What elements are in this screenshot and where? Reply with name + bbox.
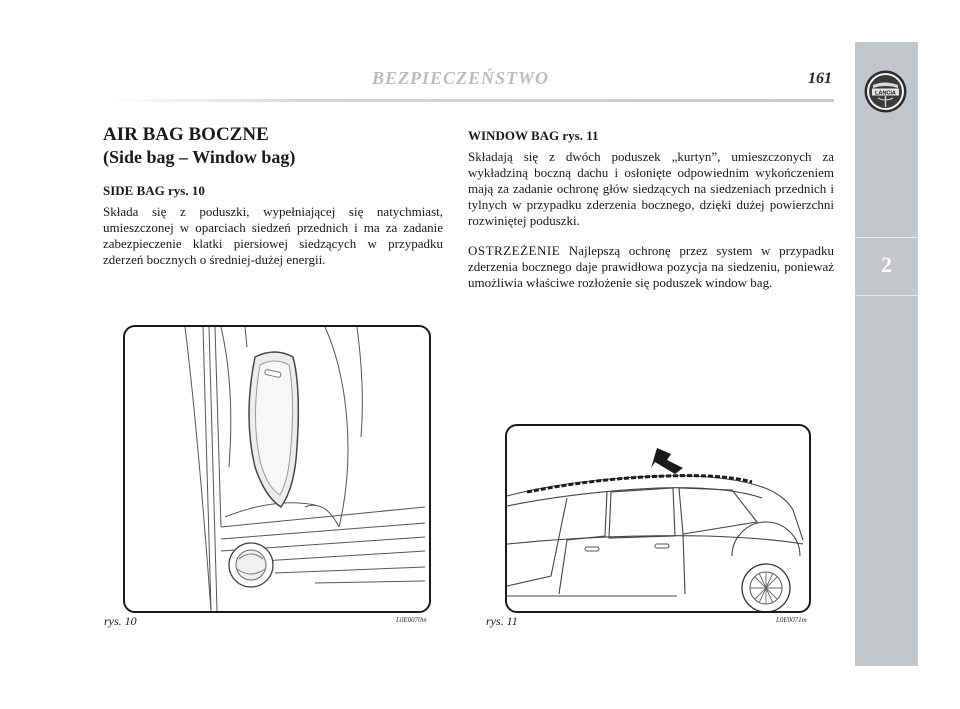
- figure-code: L0E0070m: [396, 616, 427, 624]
- figure-caption: rys. 11: [486, 614, 518, 628]
- section-title: AIR BAG BOCZNE: [103, 124, 269, 145]
- warning-text: Najlepszą ochronę przez system w przypadku zderzenia bocznego daje prawidłowa pozycja na siedzeniu, ponieważ umożliwia właściwe rozłożenie się poduszek window bag.: [468, 243, 834, 290]
- right-column: [468, 127, 834, 305]
- side-bag-text: Składa się z poduszki, wypełniającej się natychmiast, umieszczonej w oparciach siedzeń przednich i ma za zadanie zabezpieczenie klatki piersiowej siedzących w przypadku zderzeń bocznych o średniej-dużej energii.: [103, 204, 443, 267]
- chapter-number: 2: [881, 252, 892, 277]
- side-bag-heading: SIDE BAG rys. 10: [103, 183, 205, 198]
- warning-paragraph: [468, 243, 834, 291]
- window-bag-text: Składają się z dwóch poduszek „kurtyn”, umieszczonych za wykładziną boczną dachu i osłonięte odpowiednim wykończeniem mają za zadanie ochronę głów siedzących na siedzeniach przednich i tylnych w przypadku zderzenia bocznego, dzięki dużej powierzchni rozwiniętej poduszki.: [468, 149, 834, 228]
- window-bag-heading: WINDOW BAG rys. 11: [468, 128, 599, 143]
- header-rule: [98, 99, 834, 102]
- sidebar-divider: [855, 237, 918, 238]
- car-window-airbag-illustration-icon: [507, 426, 809, 611]
- page-header-title: BEZPIECZEŃSTWO: [372, 68, 550, 88]
- chapter-sidebar: [855, 42, 918, 666]
- seat-side-airbag-illustration-icon: [125, 327, 429, 611]
- section-subtitle: (Side bag – Window bag): [103, 147, 296, 167]
- left-column: [103, 124, 443, 282]
- page-number: 161: [808, 70, 832, 87]
- sidebar-divider: [855, 295, 918, 296]
- figure-window-bag: [505, 424, 811, 613]
- lancia-logo-icon: [863, 69, 908, 114]
- figure-caption: rys. 10: [104, 614, 137, 628]
- svg-text:LANCIA: LANCIA: [875, 90, 896, 97]
- warning-label: OSTRZEŻENIE: [468, 243, 561, 258]
- figure-code: L0E0071m: [776, 616, 807, 624]
- figure-side-bag: [123, 325, 431, 613]
